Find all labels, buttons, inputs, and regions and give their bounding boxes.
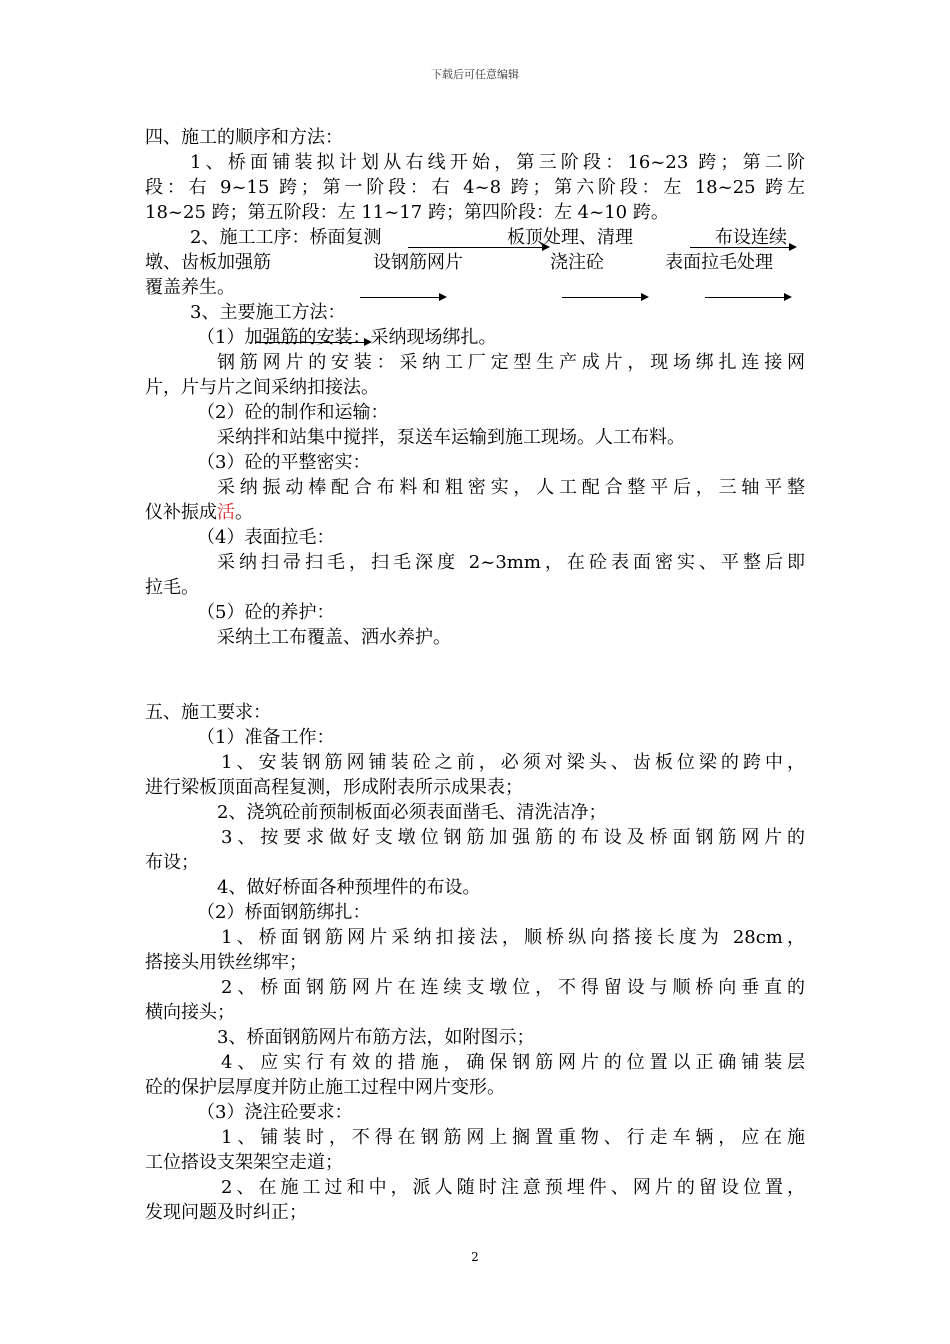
flow-arrow-2 [690, 247, 795, 248]
m3-body-line2 [145, 500, 805, 525]
r1-item3-line2: 布设； [145, 852, 199, 873]
flow-arrow-3 [360, 297, 445, 298]
r1-item2: 2、浇筑砼前预制板面必须表面凿毛、清洗洁净； [217, 802, 607, 823]
r2-item2-line2: 横向接头； [145, 1002, 235, 1023]
m4-body-line1: 采纳扫帚扫毛，扫毛深度 2~3mm，在砼表面密实、平整后即 [217, 552, 805, 573]
r3-item1-line2: 工位搭设支架架空走道； [145, 1152, 343, 1173]
m3-body-line2-red: 活 [217, 502, 235, 523]
m3-body-line2-end: 。 [235, 502, 253, 523]
s4-item2-step-d: 墩、齿板加强筋 [145, 252, 271, 273]
document-body [145, 125, 805, 1225]
flow-arrow-1 [408, 247, 548, 248]
m3-title: （3）砼的平整密实： [197, 452, 371, 473]
m2-body: 采纳拌和站集中搅拌，泵送车运输到施工现场。人工布料。 [217, 427, 685, 448]
r2-item1-line1: 1、桥面钢筋网片采纳扣接法，顺桥纵向搭接长度为 28cm， [221, 927, 805, 948]
r3-title: （3）浇注砼要求： [197, 1102, 353, 1123]
flow-arrow-5 [705, 297, 790, 298]
r2-item2-line1: 2、桥面钢筋网片在连续支墩位，不得留设与顺桥向垂直的 [221, 977, 805, 998]
m5-title: （5）砼的养护： [197, 602, 335, 623]
r3-item2-line2: 发现问题及时纠正； [145, 1202, 307, 1223]
s4-item2-step-c: 布设连续 [715, 227, 787, 248]
r1-item1-line2: 进行梁板顶面高程复测，形成附表所示成果表； [145, 777, 523, 798]
s4-item2-step-g: 表面拉毛处理 [665, 252, 773, 273]
r1-item3-line1: 3、按要求做好支墩位钢筋加强筋的布设及桥面钢筋网片的 [221, 827, 805, 848]
m1-body-line2: 片，片与片之间采纳扣接法。 [145, 377, 379, 398]
r3-item2-line1: 2、在施工过和中，派人随时注意预埋件、网片的留设位置， [221, 1177, 805, 1198]
s4-item2-step-a: 2、施工工序：桥面复测 [190, 227, 382, 248]
section5-title: 五、施工要求： [145, 702, 271, 723]
s4-item1-line3: 18~25 跨；第五阶段：左 11~17 跨；第四阶段：左 4~10 跨。 [145, 202, 669, 223]
m4-body-line2: 拉毛。 [145, 577, 199, 598]
r2-item1-line2: 搭接头用铁丝绑牢； [145, 952, 307, 973]
m4-title: （4）表面拉毛： [197, 527, 335, 548]
s4-item1-line1: 1、桥面铺装拟计划从右线开始，第三阶段：16~23 跨；第二阶 [190, 152, 805, 173]
page-number: 2 [471, 1250, 479, 1264]
m2-title: （2）砼的制作和运输： [197, 402, 389, 423]
r2-item4-line1: 4、应实行有效的措施，确保钢筋网片的位置以正确铺装层 [221, 1052, 805, 1073]
flow-arrow-6 [255, 342, 370, 343]
r1-title: （1）准备工作： [197, 727, 335, 748]
s4-item2-step-e: 设钢筋网片 [373, 252, 463, 273]
m3-body-line1: 采纳振动棒配合布料和粗密实，人工配合整平后，三轴平整 [217, 477, 805, 498]
section4-title: 四、施工的顺序和方法： [145, 127, 343, 148]
m1-body-line1: 钢筋网片的安装：采纳工厂定型生产成片，现场绑扎连接网 [217, 352, 805, 373]
s4-item2-step-f: 浇注砼 [550, 252, 604, 273]
s4-item2-line2 [145, 250, 805, 275]
m5-body: 采纳土工布覆盖、洒水养护。 [217, 627, 451, 648]
s4-item2-step-b: 板顶处理、清理 [507, 227, 633, 248]
page-header: 下载后可任意编辑 [431, 68, 519, 81]
r1-item4: 4、做好桥面各种预埋件的布设。 [217, 877, 481, 898]
flow-arrow-4 [562, 297, 647, 298]
s4-item2-line3: 覆盖养生。 [145, 277, 235, 298]
section-gap [145, 650, 805, 700]
s4-item1-line2: 段：右 9~15 跨；第一阶段：右 4~8 跨；第六阶段：左 18~25 跨左 [145, 177, 805, 198]
r2-item3: 3、桥面钢筋网片布筋方法，如附图示； [217, 1027, 535, 1048]
r1-item1-line1: 1、安装钢筋网铺装砼之前，必须对梁头、齿板位梁的跨中， [221, 752, 805, 773]
r2-title: （2）桥面钢筋绑扎： [197, 902, 371, 923]
m1-title: （1）加强筋的安装：采纳现场绑扎。 [197, 327, 497, 348]
r2-item4-line2: 砼的保护层厚度并防止施工过程中网片变形。 [145, 1077, 505, 1098]
s4-item3: 3、主要施工方法： [190, 302, 346, 323]
r3-item1-line1: 1、铺装时，不得在钢筋网上搁置重物、行走车辆，应在施 [221, 1127, 805, 1148]
m3-body-line2-text: 仪补振成 [145, 502, 217, 523]
